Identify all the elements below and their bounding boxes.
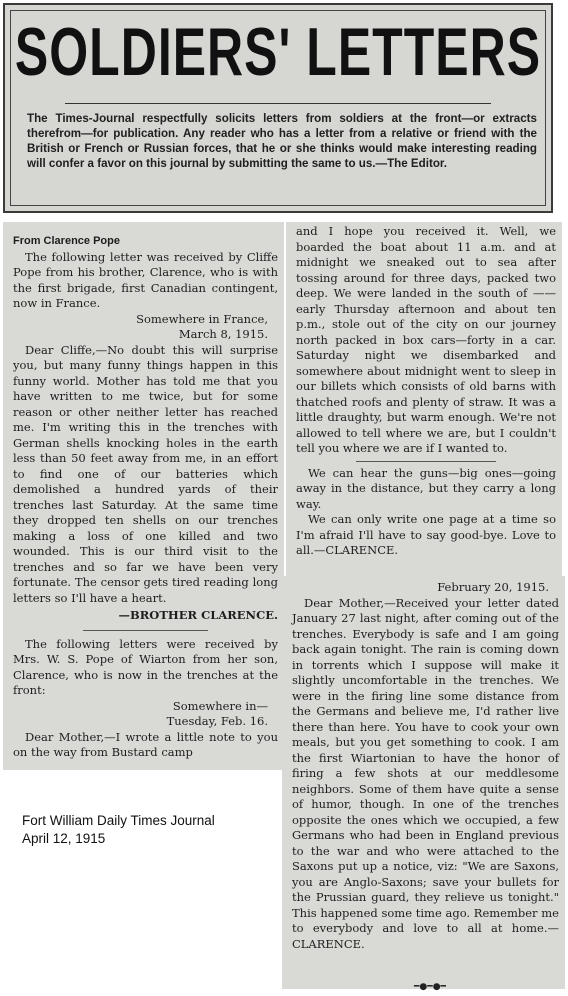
column-2-divider — [356, 461, 496, 462]
dateline-date-2: Tuesday, Feb. 16. — [166, 714, 268, 728]
letter-body-3: Dear Mother,—Received your letter dated January 27 last night, after coming out of the trenches. Everybody is safe and I am going back again tonight. The rain is coming down in torrents which I suppose will make it slightly uncomfortable in the trenches. We were in the firing line some distance from the Germans and believe me, I'd rather live there than here. You have to cook your own meals, but you get something to cook. I am the first Wiartonian to have the honor of firing a few shots at our meddlesome neighbors. Some of them have quite a sense of humor, though. In one of the trenches opposite the ones which we occupied, a few Germans who had been in England previous to the war and who were attached to the Saxons put up a notice, viz: "We are Saxons, you are Anglo-Saxons; save your bullets for the Prussian guard, they relieve us tonight." This happened some time ago. Remember me to everybody and love to all at home.—CLARENCE. — [292, 595, 559, 951]
end-ornament: ━●━●━ — [414, 982, 446, 992]
column-3 — [282, 576, 565, 989]
dateline-place: Somewhere in France, — [136, 311, 268, 326]
intro-paragraph: The following letter was received by Cliffe Pope from his brother, Clarence, who is with the first brigade, first Canadian contingent, now in France. — [13, 249, 278, 310]
column-2 — [286, 222, 562, 577]
caption-date: April 12, 1915 — [22, 831, 106, 846]
letter-closing: We can only write one page at a time so I'm afraid I'll have to say good-bye. Love to all.—CLARENCE. — [296, 512, 556, 557]
column-3-text — [292, 580, 559, 952]
intro-paragraph-2: The following letters were received by Mrs. W. S. Pope of Wiarton from her son, Clarence, who is now in the trenches at the front: — [13, 636, 278, 697]
solicitation-notice: The Times-Journal respectfully solicits letters from soldiers at the front—or extracts therefrom—for publication. Any reader who has a letter from a relative or friend with the British or French or Russian forces, that he or she thinks would make interesting reading will confer a favor on this journal by submitting the same to us.—The Editor. — [27, 112, 537, 170]
letter-body: Dear Cliffe,—No doubt this will surprise you, but many funny things happen in this funny world. Mother has told me that you have written to me twice, but for some reason or other neither letter has reached me. I'm writing this in the trenches with German shells knocking holes in the earth less than 50 feet away from me, in an effort to find one of our batteries which demolished a hundred yards of their trenches last Saturday. At the same time they dropped ten shells on our trenches making a loss of one killed and two wounded. This is our third visit to the trenches and so far we have been very fortunate. The censor gets tired reading long letters so I'll have a heart. — [13, 342, 278, 605]
letter-continuation: and I hope you received it. Well, we boarded the boat about 11 a.m. and at midnight we sneaked out to sea after tossing around for three days, packed two deep. We were landed in the south of —— early Thursday afternoon and about ten p.m., stole out of the city on our journey north packed in box cars—forty in a car. Saturday night we disembarked and somewhere about midnight went to sleep in our billets which consists of old barns with thatched roofs and plenty of straw. It was a little draughty, but warm enough. We're not allowed to tell where we are, but I couldn't tell you where we are if I wanted to. — [296, 224, 556, 455]
header-rule — [65, 103, 491, 104]
column-2-text — [296, 224, 556, 559]
letter-paragraph-guns: We can hear the guns—big ones—going away in the distance, but they carry a long way. — [296, 465, 556, 511]
dateline-date: March 8, 1915. — [178, 327, 268, 341]
masthead-title: SOLDIERS' LETTERS — [14, 14, 542, 90]
header-box — [3, 3, 553, 213]
letter-signature: —BROTHER CLARENCE. — [118, 608, 278, 622]
source-caption — [22, 812, 215, 848]
column-1-text — [13, 234, 278, 761]
dateline-feb-20: February 20, 1915. — [437, 580, 549, 594]
caption-publication: Fort William Daily Times Journal — [22, 813, 215, 828]
section-divider — [83, 630, 208, 631]
dateline-place-2: Somewhere in— — [172, 698, 268, 713]
article-heading: From Clarence Pope — [13, 235, 120, 247]
column-1 — [3, 222, 284, 770]
letter-2-start: Dear Mother,—I wrote a little note to you on the way from Bustard camp — [13, 729, 278, 759]
